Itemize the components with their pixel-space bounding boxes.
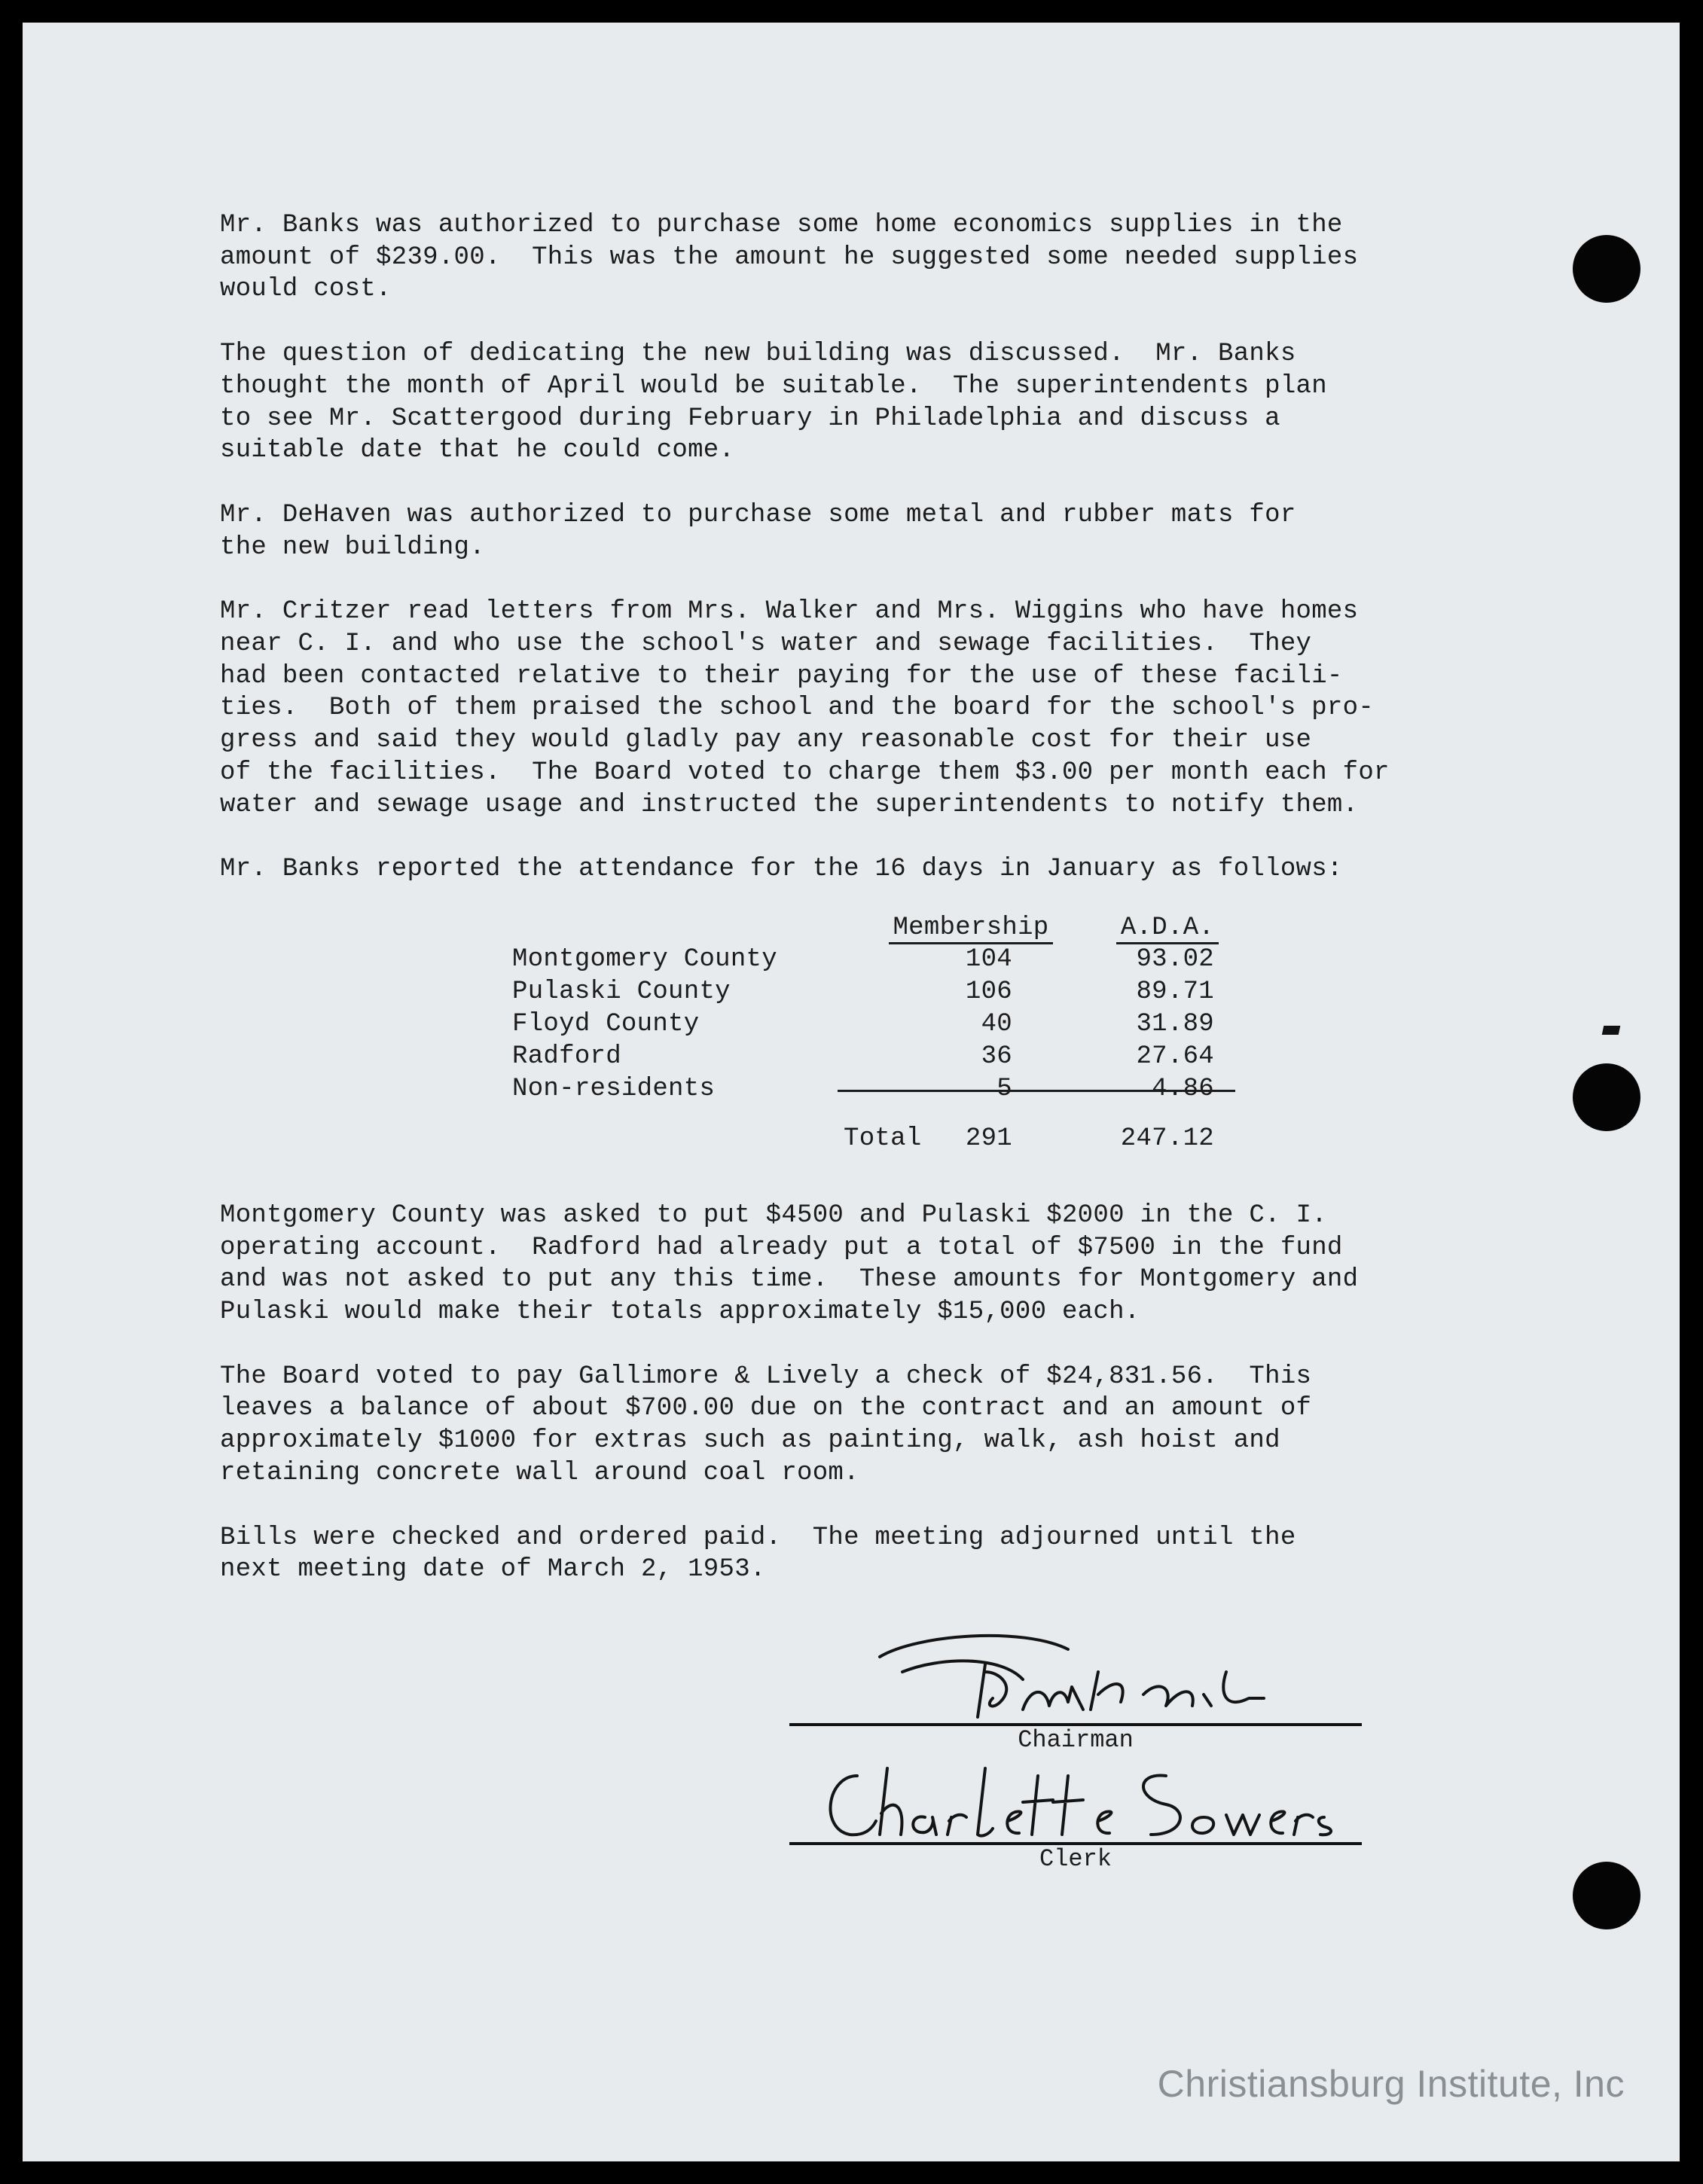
total-row	[220, 1123, 1274, 1155]
row-ada: 31.89	[1136, 1009, 1214, 1039]
table-row	[220, 944, 1274, 976]
table-row	[220, 1008, 1274, 1041]
total-label: Total	[844, 1124, 922, 1153]
clerk-signature-block	[789, 1746, 1362, 1896]
row-name: Radford	[512, 1042, 621, 1071]
row-membership: 104	[965, 944, 1012, 974]
paragraph-water-sewage: Mr. Critzer read letters from Mrs. Walker and Mrs. Wiggins who have homes near C. I. and who use the school's water and sewage facilities. They had been contacted relative to their paying for the use of these facili- ties. Both of them praised the school and the board for the school's pro- gress and said they would gladly pay any reasonable cost for their use of the facilities. The Board voted to charge them $3.00 per month each for water and sewage usage and instructed the superintendents to notify them.	[220, 597, 1390, 819]
binder-hole-middle	[1573, 1063, 1640, 1131]
table-row	[220, 1041, 1274, 1073]
row-membership: 40	[981, 1009, 1012, 1039]
row-membership: 106	[965, 977, 1012, 1006]
paragraph-home-economics: Mr. Banks was authorized to purchase some home economics supplies in the amount of $239.00. This was the amount he suggested some needed supplies would cost.	[220, 211, 1359, 304]
total-membership: 291	[965, 1124, 1012, 1153]
paragraph-dedication: The question of dedicating the new building was discussed. Mr. Banks thought the month of April would be suitable. The superintendents plan to see Mr. Scattergood during February in Philadelphia and discuss a suitable date that he could come.	[220, 340, 1327, 465]
archive-watermark: Christiansburg Institute, Inc	[1157, 2063, 1625, 2105]
paragraph-mats: Mr. DeHaven was authorized to purchase some metal and rubber mats for the new building.	[220, 500, 1296, 562]
total-rule	[838, 1090, 1235, 1092]
row-ada: 27.64	[1136, 1042, 1214, 1071]
row-name: Floyd County	[512, 1009, 700, 1039]
row-ada: 93.02	[1136, 944, 1214, 974]
total-ada: 247.12	[1120, 1124, 1214, 1153]
paragraph-accounts: Montgomery County was asked to put $4500 and Pulaski $2000 in the C. I. operating account. Radford had already put a total of $7500 in the fund and was not asked to put any this time. These amounts for Montgomery and Pulaski would make their totals approximately $15,000 each.	[220, 1200, 1359, 1327]
clerk-label: Clerk	[1039, 1845, 1112, 1873]
binder-hole-bottom	[1573, 1862, 1640, 1929]
column-header-ada: A.D.A.	[1116, 914, 1219, 944]
paragraph-attendance-intro: Mr. Banks reported the attendance for the 16 days in January as follows:	[220, 855, 1343, 884]
ink-mark	[1602, 1026, 1621, 1035]
row-ada: 4.86	[1152, 1074, 1214, 1103]
table-row	[220, 976, 1274, 1008]
chairman-signature-block	[789, 1627, 1362, 1762]
row-name: Montgomery County	[512, 944, 777, 974]
row-name: Pulaski County	[512, 977, 731, 1006]
chairman-signature	[872, 1627, 1339, 1732]
row-name: Non-residents	[512, 1074, 716, 1103]
row-membership: 36	[981, 1042, 1012, 1071]
chairman-label: Chairman	[1018, 1726, 1134, 1754]
column-header-membership: Membership	[889, 914, 1053, 944]
row-ada: 89.71	[1136, 977, 1214, 1006]
row-membership: 5	[996, 1074, 1012, 1103]
paragraph-adjournment: Bills were checked and ordered paid. The meeting adjourned until the next meeting date of March 2, 1953.	[220, 1523, 1296, 1585]
binder-hole-top	[1573, 235, 1640, 303]
paragraph-contractor-payment: The Board voted to pay Gallimore & Lively a check of $24,831.56. This leaves a balance of about $700.00 due on the contract and an amount of approximately $1000 for extras such as painting, walk, ash hoist and retaining concrete wall around coal room.	[220, 1362, 1312, 1487]
minutes-body	[220, 209, 1470, 1618]
attendance-table	[220, 914, 1470, 1200]
